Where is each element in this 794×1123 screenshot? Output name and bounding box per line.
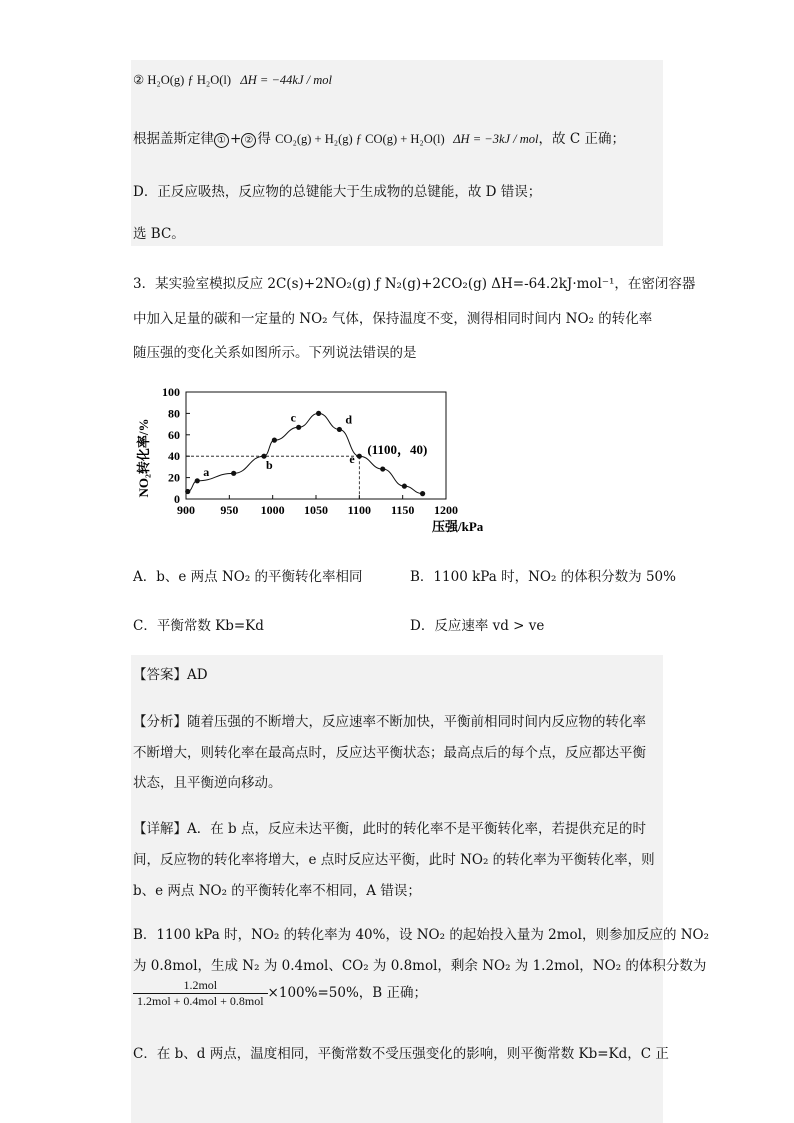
fraction-denominator: 1.2mol + 0.4mol + 0.8mol (137, 994, 264, 1008)
equation-2-enthalpy: ΔH = −44kJ / mol (240, 73, 332, 87)
point-label-d: d (345, 412, 353, 427)
point-label-c: c (290, 410, 296, 425)
data-point (316, 411, 321, 416)
y-tick-label: 60 (168, 427, 180, 442)
detail-b-2: 为 0.8mol，生成 N₂ 为 0.4mol、CO₂ 为 0.8mol，剩余 NO₂ 为 1.2mol，NO₂ 的体积分数为 (133, 958, 707, 974)
data-point (231, 471, 236, 476)
data-point (195, 478, 200, 483)
x-tick-label: 1200 (434, 503, 458, 517)
hess-plus: + (230, 131, 242, 147)
data-point (185, 489, 190, 494)
point-label-a: a (203, 464, 210, 479)
hess-enthalpy: ΔH = −3kJ / mol (453, 132, 539, 146)
chart-xlabel: 压强/kPa (432, 519, 484, 534)
data-point (272, 438, 277, 443)
option-c: C．平衡常数 Kb=Kd (133, 618, 264, 634)
hess-law-line (133, 127, 625, 148)
question-stem-1: 3．某实验室模拟反应 2C(s)+2NO₂(g) ƒ N₂(g)+2CO₂(g) ΔH=-64.2kJ·mol⁻¹，在密闭容器 (133, 276, 696, 292)
previous-answer-select: 选 BC。 (133, 226, 185, 242)
x-tick-label: 950 (220, 503, 239, 517)
point-label-b: b (266, 458, 273, 473)
detail-a-1: 【详解】A．在 b 点，反应未达平衡，此时的转化率不是平衡转化率，若提供充足的时 (133, 821, 646, 837)
analysis-3: 状态，且平衡逆向移动。 (133, 775, 282, 791)
detail-b-1: B．1100 kPa 时，NO₂ 的转化率为 40%，设 NO₂ 的起始投入量为 2mol，则参加反应的 NO₂ (133, 927, 710, 943)
volume-fraction (133, 978, 268, 1009)
analysis-1: 【分析】随着压强的不断增大，反应速率不断加快，平衡前相同时间内反应物的转化率 (133, 714, 646, 730)
y-tick-label: 0 (174, 492, 180, 506)
data-point (420, 491, 425, 496)
detail-a-2: 间，反应物的转化率将增大，e 点时反应达平衡，此时 NO₂ 的转化率为平衡转化率，则 (133, 852, 655, 868)
detail-c-1: C．在 b、d 两点，温度相同，平衡常数不受压强变化的影响，则平衡常数 Kb=Kd，C 正 (133, 1046, 669, 1062)
chart-annotation: (1100，40) (367, 442, 428, 458)
data-point (357, 454, 362, 459)
detail-a-3: b、e 两点 NO₂ 的平衡转化率不相同，A 错误； (133, 883, 421, 899)
y-tick-label: 100 (162, 385, 180, 399)
hess-prefix: 根据盖斯定律 (133, 131, 214, 147)
x-tick-label: 1150 (390, 503, 415, 517)
equation-2: H₂O(g) ƒ H₂O(l) (147, 73, 232, 87)
data-point (380, 466, 385, 471)
x-tick-label: 1000 (260, 503, 285, 517)
x-tick-label: 1050 (304, 503, 328, 517)
chart-ylabel: NO₂转化率/% (136, 418, 151, 498)
fraction-tail: ×100%=50%，B 正确； (267, 985, 427, 1001)
x-tick-label: 900 (177, 503, 195, 517)
point-label-e: e (349, 452, 355, 467)
equation-2-tag: ② (133, 73, 145, 87)
question-stem-2: 中加入足量的碳和一定量的 NO₂ 气体，保持温度不变，测得相同时间内 NO₂ 的转化率 (133, 311, 653, 327)
conversion-pressure-chart (128, 378, 508, 538)
analysis-2: 不断增大，则转化率在最高点时，反应达平衡状态；最高点后的每个点，反应都达平衡 (133, 745, 646, 761)
option-b: B．1100 kPa 时，NO₂ 的体积分数为 50% (410, 569, 676, 585)
option-a: A．b、e 两点 NO₂ 的平衡转化率相同 (133, 569, 363, 585)
y-tick-label: 20 (168, 470, 180, 485)
question-stem-3: 随压强的变化关系如图所示。下列说法错误的是 (133, 345, 417, 361)
answer-line: 【答案】AD (133, 667, 208, 683)
y-tick-label: 40 (168, 449, 180, 464)
hess-circled-1: ① (214, 133, 229, 148)
data-point (402, 484, 407, 489)
option-d-explanation: D．正反应吸热，反应物的总键能大于生成物的总键能，故 D 错误； (133, 184, 542, 200)
hess-equation: CO₂(g) + H₂(g) ƒ CO(g) + H₂O(l) (275, 132, 445, 146)
equation-2-line (133, 72, 332, 88)
option-d: D．反应速率 vd > ve (410, 618, 545, 634)
hess-circled-2: ② (241, 133, 256, 148)
fraction-numerator: 1.2mol (133, 978, 268, 994)
data-point (337, 427, 342, 432)
data-point (296, 425, 301, 430)
hess-mid: 得 (257, 131, 271, 147)
x-tick-label: 1100 (347, 503, 372, 517)
detail-b-fraction-line (133, 978, 427, 1009)
y-tick-label: 80 (168, 406, 180, 421)
hess-tail: ，故 C 正确； (538, 131, 625, 147)
